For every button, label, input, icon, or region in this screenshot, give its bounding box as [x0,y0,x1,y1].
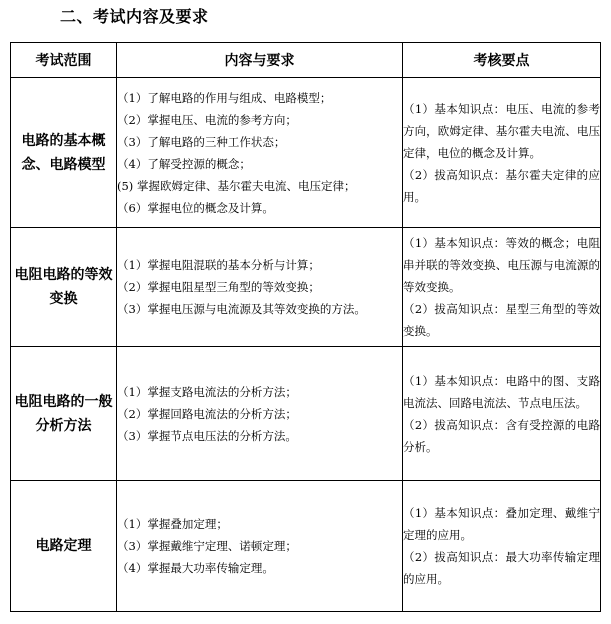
point-item: （2）拔高知识点：基尔霍夫定律的应用。 [403,167,600,204]
point-item: （1）基本知识点：电路中的图、支路电流法、回路电流法、节点电压法。 [403,373,600,410]
table-row [11,481,601,612]
table-row [11,228,601,347]
content-item: （3）掌握节点电压法的分析方法。 [117,428,297,443]
content-item: （1）了解电路的作用与组成、电路模型； [117,90,332,105]
point-item: （1）基本知识点：叠加定理、戴维宁定理的应用。 [403,506,600,542]
content-cell [117,347,403,481]
table-header-row [11,43,601,78]
table-row [11,78,601,228]
points-cell [403,78,601,228]
content-item: （4）掌握最大功率传输定理。 [117,561,274,575]
content-cell [117,78,403,228]
content-cell [117,481,403,612]
content-item: （1）掌握电阻混联的基本分析与计算； [117,258,320,272]
content-item: （2）掌握回路电流法的分析方法； [117,406,297,421]
section-heading: 二、考试内容及要求 [60,7,209,26]
point-item: （2）拔高知识点：含有受控源的电路分析。 [403,417,600,454]
points-cell [403,347,601,481]
syllabus-table [10,42,601,612]
points-cell [403,228,601,347]
content-item: （3）掌握戴维宁定理、诺顿定理； [117,539,297,553]
content-item: （3）掌握电压源与电流源及其等效变换的方法。 [117,302,366,316]
header-exam-scope: 考试范围 [11,43,117,78]
point-item: （1）基本知识点：等效的概念；电阻串并联的等效变换、电压源与电流源的等效变换。 [403,236,600,294]
scope-cell: 电路的基本概念、电路模型 [11,78,117,228]
table-row [11,347,601,481]
points-cell [403,481,601,612]
scope-cell: 电阻电路的等效变换 [11,228,117,347]
content-cell [117,228,403,347]
content-item: （2）掌握电阻星型三角型的等效变换； [117,280,320,294]
content-item: (5) 掌握欧姆定律、基尔霍夫电流、电压定律； [117,178,356,193]
header-content-requirements: 内容与要求 [117,43,403,78]
content-item: （3）了解电路的三种工作状态； [117,134,286,149]
scope-cell: 电路定理 [11,481,117,612]
content-item: （6）掌握电位的概念及计算。 [117,200,274,215]
point-item: （2）拔高知识点：最大功率传输定理的应用。 [403,550,600,586]
point-item: （2）拔高知识点：星型三角型的等效变换。 [403,302,600,338]
content-item: （1）掌握叠加定理； [117,517,228,531]
scope-cell: 电阻电路的一般分析方法 [11,347,117,481]
point-item: （1）基本知识点：电压、电流的参考方向，欧姆定律、基尔霍夫电流、电压定律，电位的概念及计算。 [403,101,600,160]
content-item: （1）掌握支路电流法的分析方法； [117,384,297,399]
content-item: （2）掌握电压、电流的参考方向； [117,112,297,127]
header-assessment-points: 考核要点 [403,43,601,78]
content-item: （4）了解受控源的概念； [117,156,251,171]
